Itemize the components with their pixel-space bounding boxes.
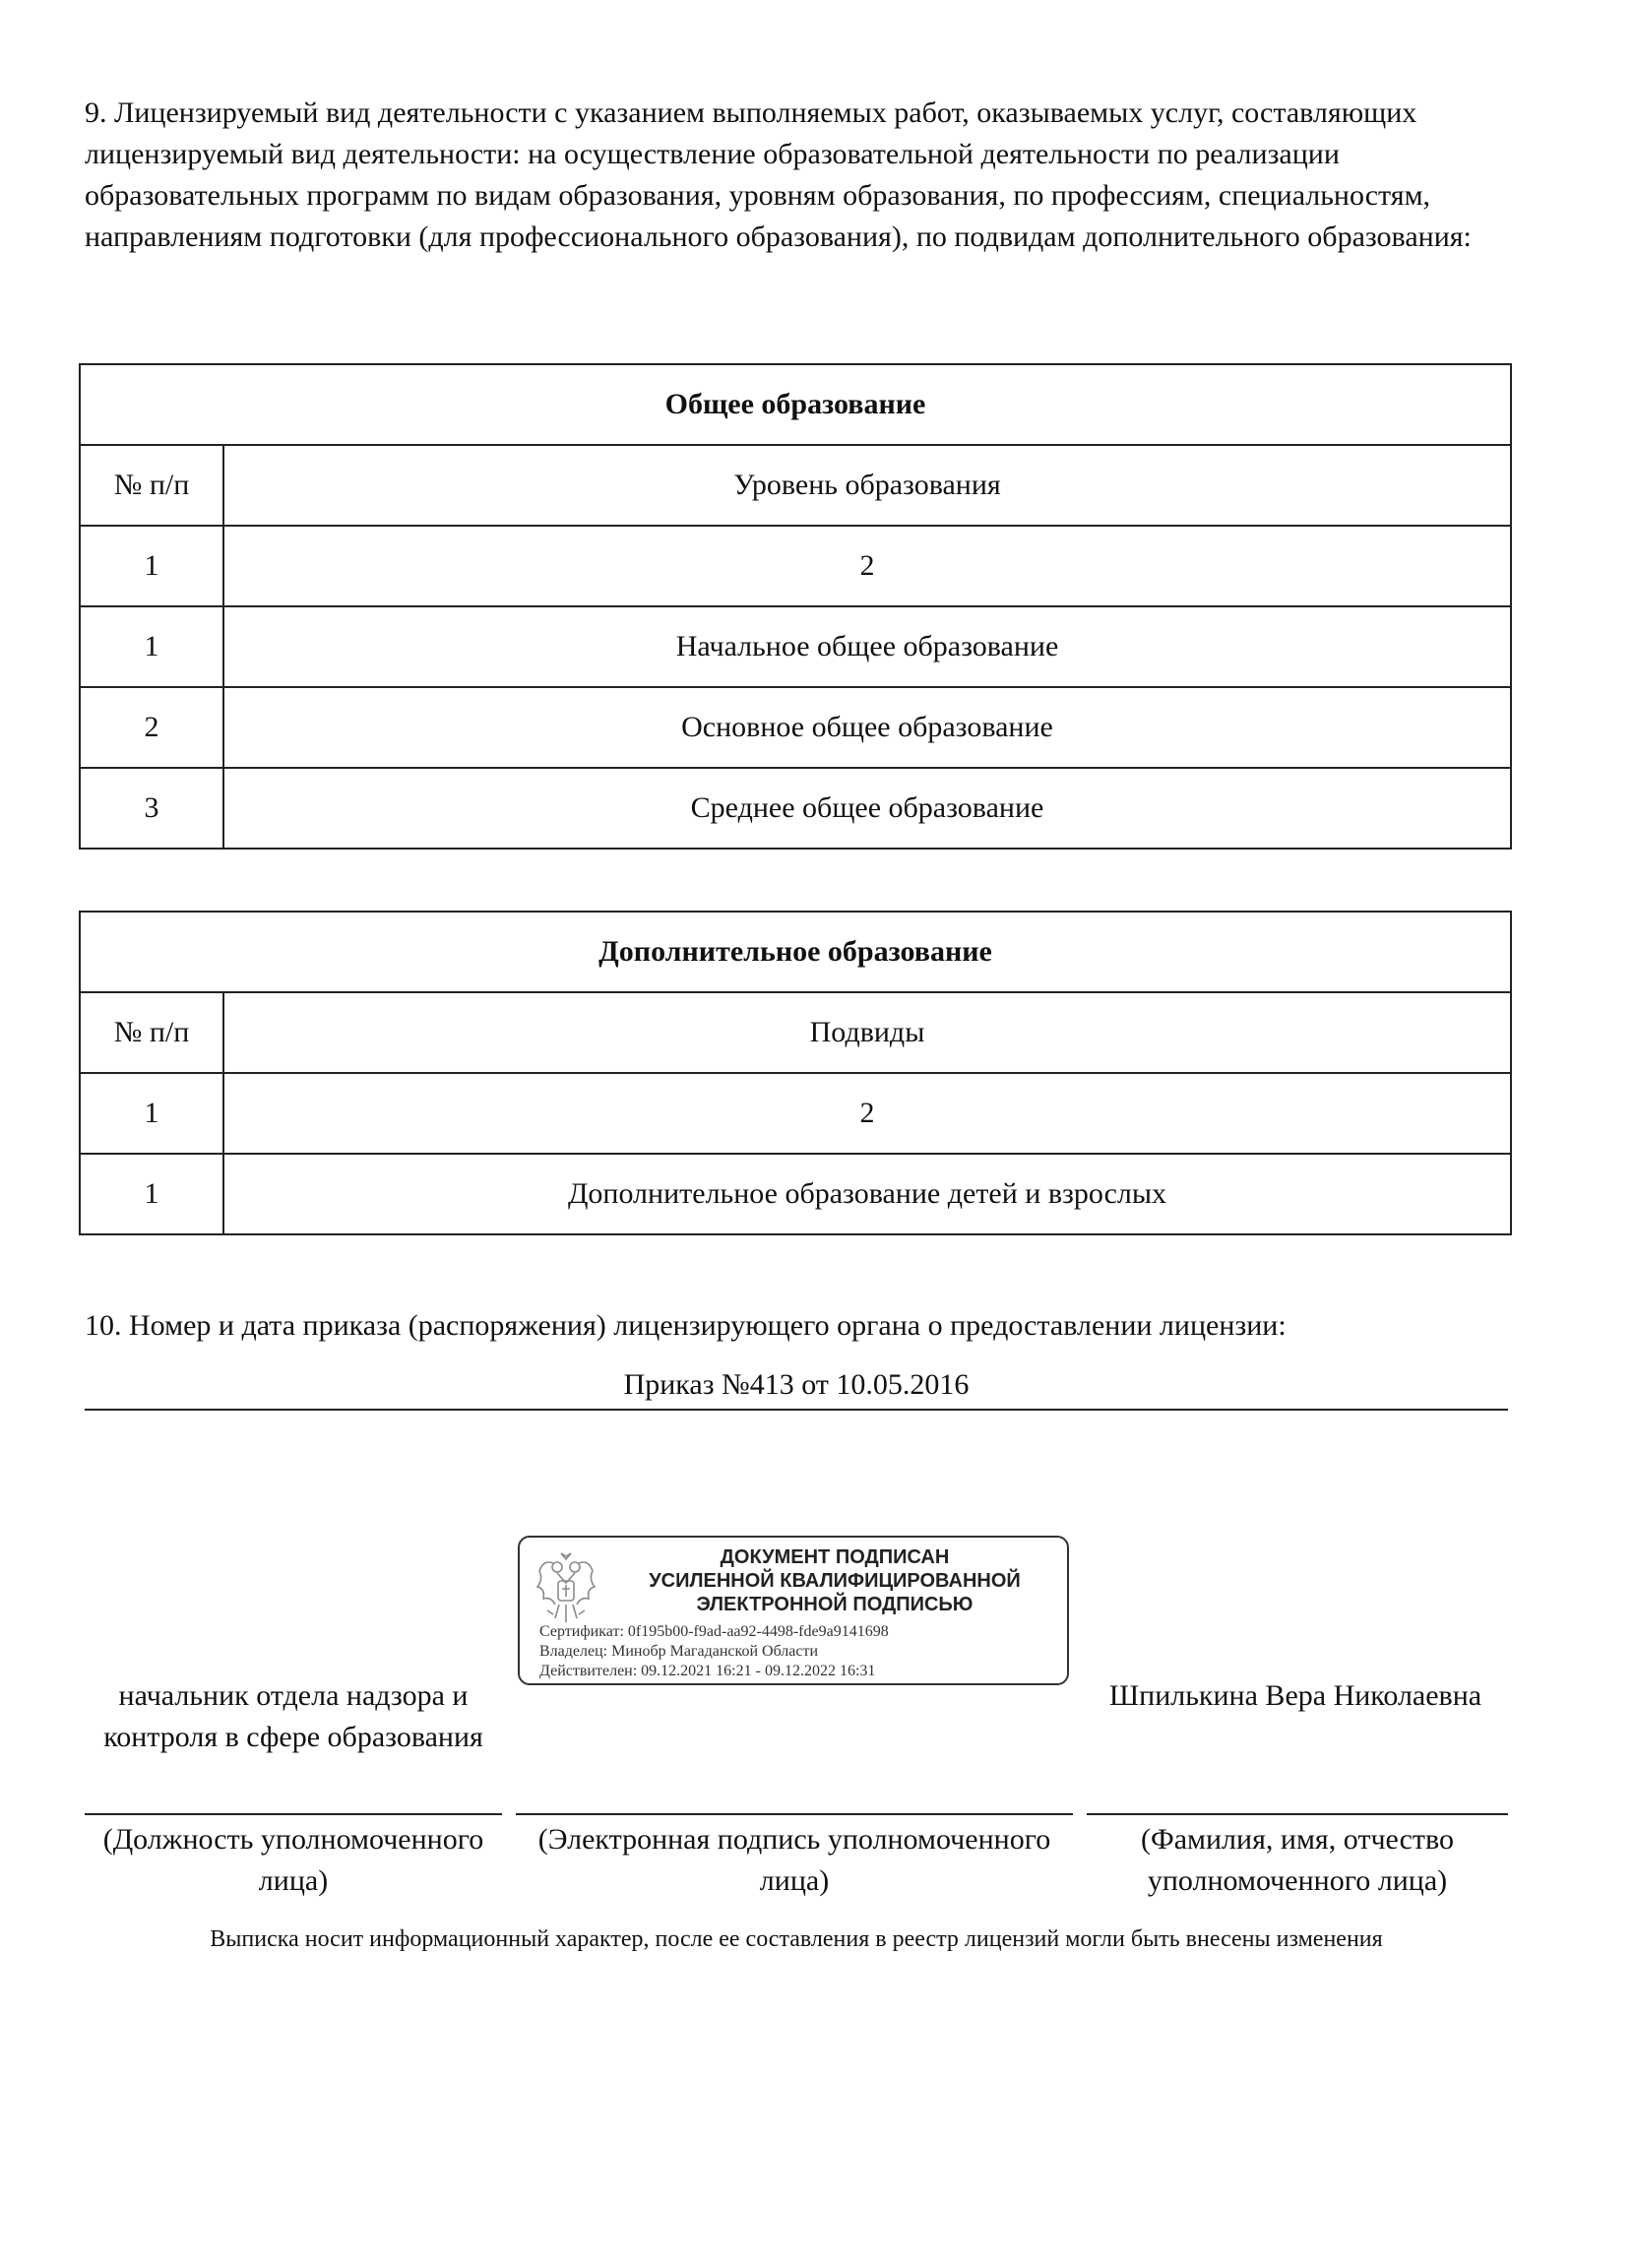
table-title: Общее образование [80, 364, 1511, 445]
table-index-row [80, 526, 1511, 606]
table-row [80, 768, 1511, 849]
stamp-details [539, 1622, 889, 1681]
stamp-title-line: УСИЛЕННОЙ КВАЛИФИЦИРОВАННОЙ [649, 1570, 1021, 1592]
stamp-validity: Действителен: 09.12.2021 16:21 - 09.12.2022 16:31 [539, 1663, 876, 1679]
column-header-number: № п/п [80, 992, 223, 1073]
table-row [80, 687, 1511, 768]
column-header-subtypes: Подвиды [223, 992, 1511, 1073]
section-10-text: 10. Номер и дата приказа (распоряжения) лицензирующего органа о предоставлении лицензии: [85, 1309, 1287, 1342]
row-level: Начальное общее образование [223, 606, 1511, 687]
row-number: 1 [80, 1154, 223, 1234]
official-name: Шпилькина Вера Николаевна [1108, 1679, 1482, 1712]
official-position: начальник отдела надзора и контроля в сфере образования [103, 1679, 483, 1753]
general-education-table [79, 363, 1512, 850]
row-number: 1 [80, 606, 223, 687]
row-number: 3 [80, 768, 223, 849]
caption-position: (Должность уполномоченного лица) [102, 1823, 484, 1897]
row-level: Основное общее образование [223, 687, 1511, 768]
electronic-signature-stamp [518, 1536, 1069, 1685]
index-cell: 1 [80, 526, 223, 606]
stamp-title [608, 1545, 1061, 1616]
table-title-row [80, 364, 1511, 445]
table-row [80, 606, 1511, 687]
table-index-row [80, 1073, 1511, 1154]
signature-underline [516, 1813, 1073, 1815]
stamp-title-line: ДОКУМЕНТ ПОДПИСАН [720, 1546, 950, 1568]
table-title: Дополнительное образование [80, 912, 1511, 992]
table-row [80, 1154, 1511, 1234]
additional-education-table [79, 911, 1512, 1235]
footnote: Выписка носит информационный характер, после ее составления в реестр лицензий могли быть внесены изменения [210, 1926, 1383, 1952]
order-number: Приказ №413 от 10.05.2016 [85, 1361, 1508, 1411]
stamp-certificate: Сертификат: 0f195b00-f9ad-aa92-4498-fde9a9141698 [539, 1623, 889, 1640]
column-header-number: № п/п [80, 445, 223, 526]
row-subtype: Дополнительное образование детей и взрослых [223, 1154, 1511, 1234]
index-cell: 2 [223, 1073, 1511, 1154]
coat-of-arms-icon [534, 1549, 598, 1628]
row-number: 2 [80, 687, 223, 768]
signature-underline [1087, 1813, 1508, 1815]
caption-signature: (Электронная подпись уполномоченного лица) [537, 1823, 1051, 1897]
column-header-level: Уровень образования [223, 445, 1511, 526]
table-header-row [80, 445, 1511, 526]
stamp-owner: Владелец: Минобр Магаданской Области [539, 1643, 819, 1660]
table-title-row [80, 912, 1511, 992]
section-9-text: 9. Лицензируемый вид деятельности с указанием выполняемых работ, оказываемых услуг, составляющих лицензируемый вид деятельности: на осуществление образовательной деятельности по реализации образовательных программ по видам образования, уровням образования, по профессиям, специальностям, направлениям подготовки (для профессионального образования), по подвидам дополнительного образования: [85, 96, 1472, 253]
row-level: Среднее общее образование [223, 768, 1511, 849]
index-cell: 1 [80, 1073, 223, 1154]
table-header-row [80, 992, 1511, 1073]
stamp-title-line: ЭЛЕКТРОННОЙ ПОДПИСЬЮ [696, 1594, 974, 1615]
caption-name: (Фамилия, имя, отчество уполномоченного лица) [1141, 1823, 1454, 1897]
signature-underline [85, 1813, 502, 1815]
index-cell: 2 [223, 526, 1511, 606]
